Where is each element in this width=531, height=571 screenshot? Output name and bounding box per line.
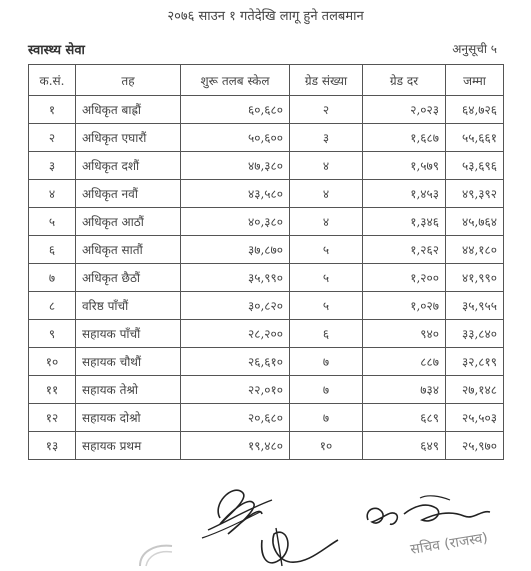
cell-start-scale: २६,६१० (181, 348, 290, 376)
cell-level: वरिष्ठ पाँचौं (76, 292, 181, 320)
cell-level: सहायक पाँचौं (76, 320, 181, 348)
signature-right-image (360, 488, 510, 538)
cell-grade-rate: ८८७ (363, 348, 446, 376)
cell-start-scale: ३५,९९० (181, 264, 290, 292)
cell-grade-count: ५ (290, 264, 363, 292)
section-title: स्वास्थ्य सेवा (28, 43, 85, 58)
cell-grade-count: २ (290, 96, 363, 124)
cell-start-scale: २०,६८० (181, 404, 290, 432)
cell-level: सहायक चौथौं (76, 348, 181, 376)
col-header-grade-count: ग्रेड संख्या (290, 65, 363, 96)
cell-total: २५,९७० (446, 432, 504, 460)
table-body (29, 96, 504, 460)
cell-level: अधिकृत छैठौं (76, 264, 181, 292)
cell-level: अधिकृत नवौं (76, 180, 181, 208)
cell-grade-rate: १,४५३ (363, 180, 446, 208)
cell-total: ३५,९५५ (446, 292, 504, 320)
cell-start-scale: ४०,३८० (181, 208, 290, 236)
cell-start-scale: ४७,३८० (181, 152, 290, 180)
cell-sn: २ (29, 124, 76, 152)
cell-level: अधिकृत दशौं (76, 152, 181, 180)
cell-grade-count: ६ (290, 320, 363, 348)
table-row (29, 292, 504, 320)
col-header-total: जम्मा (446, 65, 504, 96)
cell-total: २५,५०३ (446, 404, 504, 432)
cell-grade-count: ५ (290, 236, 363, 264)
cell-total: ३३,८४० (446, 320, 504, 348)
cell-grade-rate: ७३४ (363, 376, 446, 404)
cell-grade-rate: १,२०० (363, 264, 446, 292)
cell-total: ४५,७६४ (446, 208, 504, 236)
cell-sn: १० (29, 348, 76, 376)
cell-start-scale: २२,०१० (181, 376, 290, 404)
cell-level: सहायक प्रथम (76, 432, 181, 460)
cell-total: ५३,६९६ (446, 152, 504, 180)
table-row (29, 208, 504, 236)
cell-sn: ६ (29, 236, 76, 264)
cell-grade-rate: १,६८७ (363, 124, 446, 152)
table-row (29, 124, 504, 152)
table-row (29, 96, 504, 124)
table-row (29, 320, 504, 348)
col-header-start-scale: शुरू तलब स्केल (181, 65, 290, 96)
cell-grade-count: ७ (290, 348, 363, 376)
table-row (29, 152, 504, 180)
cell-grade-count: ५ (290, 292, 363, 320)
col-header-grade-rate: ग्रेड दर (363, 65, 446, 96)
cell-total: ४४,१८० (446, 236, 504, 264)
cell-level: अधिकृत आठौं (76, 208, 181, 236)
cell-grade-count: ७ (290, 404, 363, 432)
cell-start-scale: १९,४८० (181, 432, 290, 460)
table-header-row (29, 65, 504, 96)
table-row (29, 236, 504, 264)
cell-sn: १२ (29, 404, 76, 432)
cell-total: ३२,८१९ (446, 348, 504, 376)
cell-start-scale: २८,२०० (181, 320, 290, 348)
cell-sn: ७ (29, 264, 76, 292)
col-header-sn: क.सं. (29, 65, 76, 96)
cell-grade-rate: १,३४६ (363, 208, 446, 236)
cell-grade-rate: १,५७९ (363, 152, 446, 180)
cell-grade-rate: १,०२७ (363, 292, 446, 320)
cell-grade-count: ४ (290, 152, 363, 180)
signatory-title: सचिव (राजस्व) (409, 529, 489, 559)
cell-sn: ३ (29, 152, 76, 180)
table-row (29, 348, 504, 376)
cell-grade-count: ४ (290, 208, 363, 236)
signature-left-image (190, 478, 350, 571)
cell-grade-rate: १,२६२ (363, 236, 446, 264)
annex-label: अनुसूची ५ (452, 42, 497, 56)
table-row (29, 404, 504, 432)
cell-grade-rate: २,०२३ (363, 96, 446, 124)
cell-total: ४९,३९२ (446, 180, 504, 208)
cell-total: ४१,९९० (446, 264, 504, 292)
table-row (29, 180, 504, 208)
cell-total: ६४,७२६ (446, 96, 504, 124)
cell-start-scale: ५०,६०० (181, 124, 290, 152)
stamp-seal-image (136, 540, 176, 568)
cell-sn: ९ (29, 320, 76, 348)
table-row (29, 376, 504, 404)
table-row (29, 432, 504, 460)
cell-level: अधिकृत एघारौं (76, 124, 181, 152)
cell-grade-rate: ६८९ (363, 404, 446, 432)
cell-start-scale: ३०,८२० (181, 292, 290, 320)
cell-sn: ४ (29, 180, 76, 208)
col-header-level: तह (76, 65, 181, 96)
cell-sn: ५ (29, 208, 76, 236)
cell-sn: १ (29, 96, 76, 124)
cell-start-scale: ३७,८७० (181, 236, 290, 264)
cell-grade-count: ७ (290, 376, 363, 404)
cell-total: २७,१४८ (446, 376, 504, 404)
salary-table (28, 64, 504, 460)
cell-grade-count: १० (290, 432, 363, 460)
document-title: २०७६ साउन १ गतेदेखि लागू हुने तलबमान (167, 9, 364, 24)
cell-total: ५५,६६१ (446, 124, 504, 152)
cell-level: सहायक दोश्रो (76, 404, 181, 432)
cell-sn: ११ (29, 376, 76, 404)
cell-grade-rate: ६४९ (363, 432, 446, 460)
cell-grade-rate: ९४० (363, 320, 446, 348)
cell-level: अधिकृत बाह्रौं (76, 96, 181, 124)
table-row (29, 264, 504, 292)
cell-level: सहायक तेश्रो (76, 376, 181, 404)
cell-sn: १३ (29, 432, 76, 460)
cell-grade-count: ३ (290, 124, 363, 152)
cell-start-scale: ४३,५८० (181, 180, 290, 208)
cell-sn: ८ (29, 292, 76, 320)
cell-level: अधिकृत सातौं (76, 236, 181, 264)
cell-start-scale: ६०,६८० (181, 96, 290, 124)
cell-grade-count: ४ (290, 180, 363, 208)
